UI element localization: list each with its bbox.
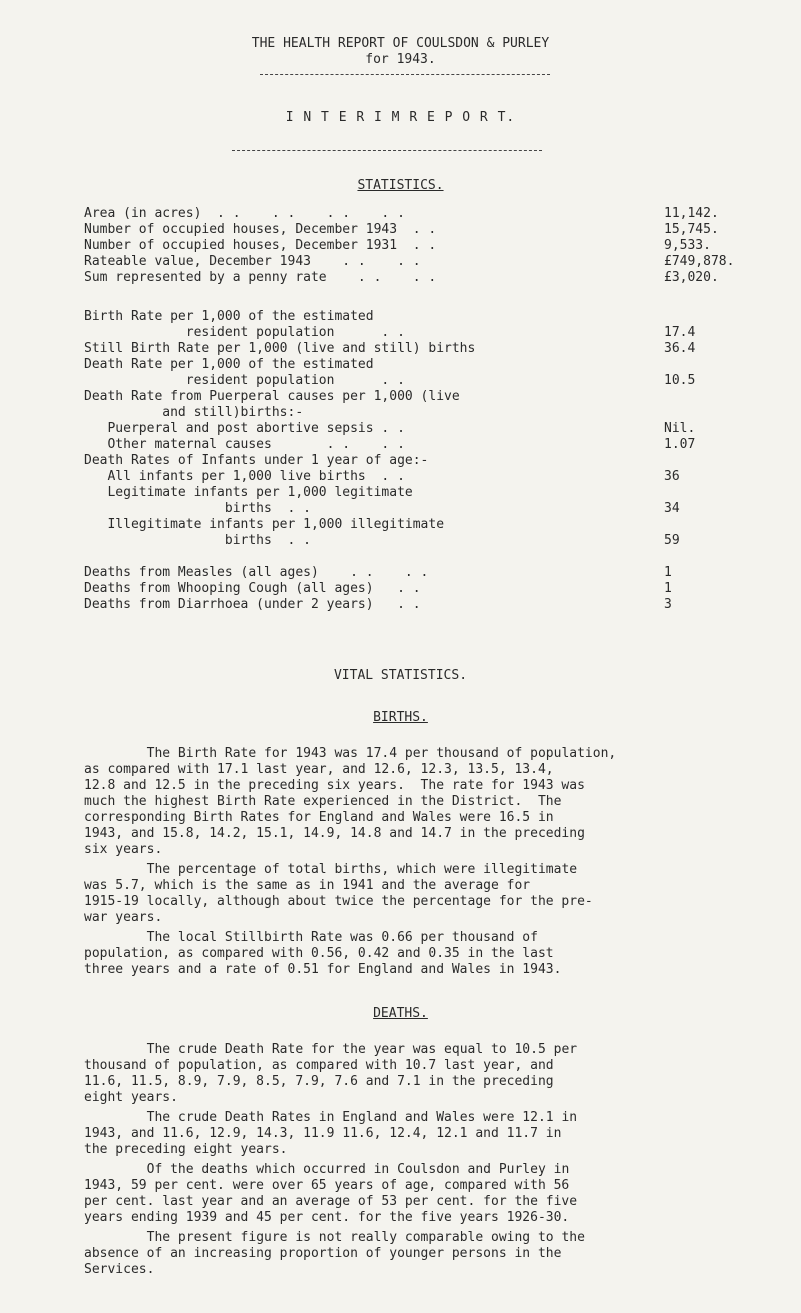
divider: [260, 74, 550, 75]
rates-row: [84, 517, 744, 533]
statistics-row: [84, 238, 744, 254]
rate-label: resident population . .: [84, 325, 405, 340]
rates-row: [84, 485, 744, 501]
rates-row: [84, 581, 744, 597]
stat-value: £3,020.: [664, 270, 719, 285]
rate-label: Death Rate per 1,000 of the estimated: [84, 357, 374, 372]
rates-row: [84, 389, 744, 405]
births-paragraph: The percentage of total births, which were illegitimate was 5.7, which is the same as in 1941 and the average for 1915-19 locally, although about twice the percentage for the pre- war years.: [84, 862, 593, 925]
rate-value: 17.4: [664, 325, 696, 340]
rate-label: Death Rate from Puerperal causes per 1,000 (live: [84, 389, 460, 404]
stat-value: 11,142.: [664, 206, 719, 221]
rate-value: 10.5: [664, 373, 696, 388]
rate-label: Other maternal causes . . . .: [84, 437, 405, 452]
rates-row: [84, 453, 744, 469]
stat-label: Number of occupied houses, December 1943 . .: [84, 222, 437, 237]
statistics-row: [84, 206, 744, 222]
rate-value: 34: [664, 501, 680, 516]
rate-value: Nil.: [664, 421, 696, 436]
divider: [232, 150, 542, 151]
rates-row: [84, 533, 744, 549]
rate-label: Illegitimate infants per 1,000 illegitimate: [84, 517, 445, 532]
rates-row: [84, 565, 744, 581]
rate-value: 36.4: [664, 341, 696, 356]
rate-label: Puerperal and post abortive sepsis . .: [84, 421, 405, 436]
births-paragraph: The Birth Rate for 1943 was 17.4 per thousand of population, as compared with 17.1 last year, and 12.6, 12.3, 13.5, 13.4, 12.8 and 12.5 in the preceding six years. The rate for 1943 was much the highest Birth Rate experienced in the District. The corresponding Birth Rates for England and Wales were 16.5 in 1943, and 15.8, 14.2, 15.1, 14.9, 14.8 and 14.7 in the preceding six years.: [84, 746, 617, 857]
births-paragraph: The local Stillbirth Rate was 0.66 per thousand of population, as compared with 0.56, 0.42 and 0.35 in the last three years and a rate of 0.51 for England and Wales in 1943.: [84, 930, 562, 977]
deaths-paragraph: The present figure is not really comparable owing to the absence of an increasing proportion of younger persons in the Services.: [84, 1230, 585, 1277]
statistics-row: [84, 270, 744, 286]
rate-label: Deaths from Measles (all ages) . . . .: [84, 565, 429, 580]
rates-row: [84, 437, 744, 453]
rate-label: resident population . .: [84, 373, 405, 388]
rates-table: [84, 309, 744, 613]
report-title: THE HEALTH REPORT OF COULSDON & PURLEY: [251, 36, 550, 51]
deaths-heading: DEATHS.: [373, 1006, 428, 1021]
rate-label: Death Rates of Infants under 1 year of age:-: [84, 453, 429, 468]
stat-value: 15,745.: [664, 222, 719, 237]
stat-value: £749,878.: [664, 254, 735, 269]
rate-label: Deaths from Whooping Cough (all ages) . .: [84, 581, 421, 596]
statistics-table: [84, 206, 744, 286]
rates-row: [84, 597, 744, 613]
vital-statistics-heading: VITAL STATISTICS.: [333, 668, 468, 683]
rates-row: [84, 469, 744, 485]
stat-label: Sum represented by a penny rate . . . .: [84, 270, 437, 285]
report-subtitle: I N T E R I M R E P O R T.: [285, 110, 516, 125]
deaths-paragraph: The crude Death Rates in England and Wales were 12.1 in 1943, and 11.6, 12.9, 14.3, 11.9 11.6, 12.4, 12.1 and 11.7 in the preceding eight years.: [84, 1110, 578, 1157]
rates-row: [84, 501, 744, 517]
rate-label: births . .: [84, 501, 311, 516]
rate-label: Legitimate infants per 1,000 legitimate: [84, 485, 413, 500]
births-heading: BIRTHS.: [373, 710, 428, 725]
stat-value: 9,533.: [664, 238, 711, 253]
rates-row: [84, 341, 744, 357]
rate-value: 36: [664, 469, 680, 484]
statistics-row: [84, 222, 744, 238]
rate-label: Birth Rate per 1,000 of the estimated: [84, 309, 374, 324]
report-year: for 1943.: [365, 52, 436, 67]
rate-label: Deaths from Diarrhoea (under 2 years) . .: [84, 597, 421, 612]
rates-row: [84, 421, 744, 437]
rates-row: [84, 373, 744, 389]
rate-label: and still)births:-: [84, 405, 304, 420]
rate-value: 3: [664, 597, 672, 612]
rate-label: All infants per 1,000 live births . .: [84, 469, 405, 484]
stat-label: Rateable value, December 1943 . . . .: [84, 254, 421, 269]
rates-row: [84, 309, 744, 325]
rate-value: 59: [664, 533, 680, 548]
rates-row: [84, 325, 744, 341]
rates-row: [84, 405, 744, 421]
rate-label: births . .: [84, 533, 311, 548]
deaths-paragraph: Of the deaths which occurred in Coulsdon and Purley in 1943, 59 per cent. were over 65 years of age, compared with 56 per cent. last year and an average of 53 per cent. for the five years ending 1939 and 45 per cent. for the five years 1926-30.: [84, 1162, 578, 1225]
rate-value: 1.07: [664, 437, 696, 452]
rates-row: [84, 357, 744, 373]
rate-value: 1: [664, 581, 672, 596]
rate-value: 1: [664, 565, 672, 580]
statistics-row: [84, 254, 744, 270]
rate-label: Still Birth Rate per 1,000 (live and still) births: [84, 341, 476, 356]
stat-label: Area (in acres) . . . . . . . .: [84, 206, 405, 221]
deaths-paragraph: The crude Death Rate for the year was equal to 10.5 per thousand of population, as compared with 10.7 last year, and 11.6, 11.5, 8.9, 7.9, 8.5, 7.9, 7.6 and 7.1 in the preceding eight years.: [84, 1042, 578, 1105]
stat-label: Number of occupied houses, December 1931 . .: [84, 238, 437, 253]
statistics-heading: STATISTICS.: [357, 178, 444, 193]
rates-row: [84, 549, 744, 565]
